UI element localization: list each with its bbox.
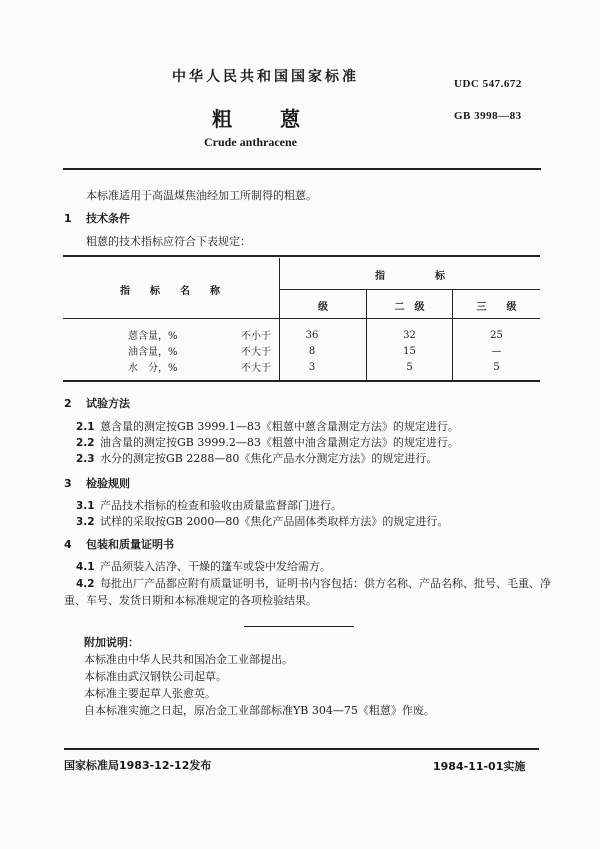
table-header-rule — [63, 318, 540, 319]
section-title: 检验规则 — [86, 477, 130, 490]
udc-code: UDC 547.672 — [454, 78, 522, 90]
row-name: 水 分，% — [128, 363, 178, 374]
row-condition: 不小于 — [241, 331, 271, 342]
clause-number: 3.2 — [76, 516, 95, 528]
section-3-heading — [64, 475, 130, 491]
clause-3-2 — [76, 513, 448, 529]
row-value: — — [491, 346, 502, 357]
row-value: 32 — [403, 330, 416, 341]
grade-header-1: 级 — [318, 302, 328, 313]
clause-text: 油含量的测定按GB 3999.2—83《粗蒽中油含量测定方法》的规定进行。 — [100, 436, 459, 449]
section-1-intro: 粗蒽的技术指标应符合下表规定： — [86, 235, 251, 248]
grade-header-3: 三 级 — [476, 302, 517, 313]
title-char-2: 蒽 — [280, 107, 300, 131]
issuing-organization: 中华人民共和国国家标准 — [172, 69, 359, 85]
row-name: 蒽含量，% — [128, 331, 178, 342]
notes-line: 本标准由武汉钢铁公司起草。 — [84, 670, 227, 683]
footer-divider — [64, 748, 539, 750]
title-char-1: 粗 — [212, 107, 232, 131]
section-2-heading — [64, 395, 130, 411]
notes-separator — [244, 626, 354, 627]
section-number: 1 — [64, 212, 72, 225]
grade-header-2: 二 级 — [394, 302, 425, 313]
clause-4-1 — [76, 558, 331, 574]
table-group-header: 指 标 — [375, 271, 445, 282]
english-title: Crude anthracene — [204, 135, 297, 149]
clause-text: 每批出厂产品都应附有质量证明书，证明书内容包括：供方名称、产品名称、批号、毛重、净 — [100, 577, 551, 590]
table-group-rule — [280, 289, 540, 290]
clause-text: 产品须装入洁净、干燥的篷车或袋中发给需方。 — [100, 560, 331, 573]
notes-line: 本标准主要起草人张愈英。 — [84, 687, 216, 700]
header-divider — [63, 168, 541, 170]
effective-date: 1984-11-01实施 — [433, 760, 526, 773]
notes-title: 附加说明： — [84, 636, 139, 649]
notes-line: 本标准由中华人民共和国冶金工业部提出。 — [84, 653, 293, 666]
clause-4-2 — [76, 575, 551, 591]
clause-number: 3.1 — [76, 500, 95, 512]
row-condition: 不大于 — [241, 363, 271, 374]
clause-text: 蒽含量的测定按GB 3999.1—83《粗蒽中蒽含量测定方法》的规定进行。 — [100, 420, 459, 433]
row-value: 36 — [305, 330, 319, 341]
clause-number: 2.2 — [76, 437, 95, 449]
section-4-heading — [64, 536, 174, 552]
scope-text: 本标准适用于高温煤焦油经加工所制得的粗蒽。 — [86, 189, 317, 202]
section-number: 3 — [64, 477, 72, 490]
section-number: 4 — [64, 538, 72, 551]
row-value: 8 — [308, 346, 316, 357]
table-top-rule — [63, 255, 540, 257]
section-title: 试验方法 — [86, 397, 130, 410]
clause-2-1 — [76, 418, 459, 434]
table-bottom-rule — [63, 380, 540, 382]
issue-date: 国家标准局1983-12-12发布 — [64, 759, 212, 772]
row-value: 3 — [308, 362, 316, 373]
clause-4-2-continuation: 重、车号、发货日期和本标准规定的各项检验结果。 — [64, 594, 317, 607]
row-value: 25 — [490, 330, 503, 341]
row-value: 15 — [403, 346, 416, 357]
section-number: 2 — [64, 397, 72, 410]
section-title: 包装和质量证明书 — [86, 538, 174, 551]
section-title: 技术条件 — [86, 212, 130, 225]
gb-number: GB 3998—83 — [454, 110, 522, 122]
clause-text: 水分的测定按GB 2288—80《焦化产品水分测定方法》的规定进行。 — [100, 452, 438, 465]
row-condition: 不大于 — [241, 347, 271, 358]
clause-number: 4.1 — [76, 561, 95, 573]
clause-number: 2.3 — [76, 453, 95, 465]
clause-number: 4.2 — [76, 578, 95, 590]
row-value: 5 — [406, 362, 413, 373]
clause-text: 产品技术指标的检查和验收由质量监督部门进行。 — [100, 499, 342, 512]
clause-text: 试样的采取按GB 2000—80《焦化产品固体类取样方法》的规定进行。 — [100, 515, 449, 528]
row-value: 5 — [493, 362, 500, 373]
clause-number: 2.1 — [76, 421, 95, 433]
table-name-header: 指 标 名 称 — [120, 286, 220, 297]
clause-2-3 — [76, 450, 437, 466]
row-name: 油含量，% — [128, 347, 178, 358]
clause-2-2 — [76, 434, 459, 450]
notes-line: 自本标准实施之日起，原冶金工业部部标准YB 304—75《粗蒽》作废。 — [84, 704, 435, 717]
section-1-heading — [64, 210, 130, 226]
clause-3-1 — [76, 497, 342, 513]
